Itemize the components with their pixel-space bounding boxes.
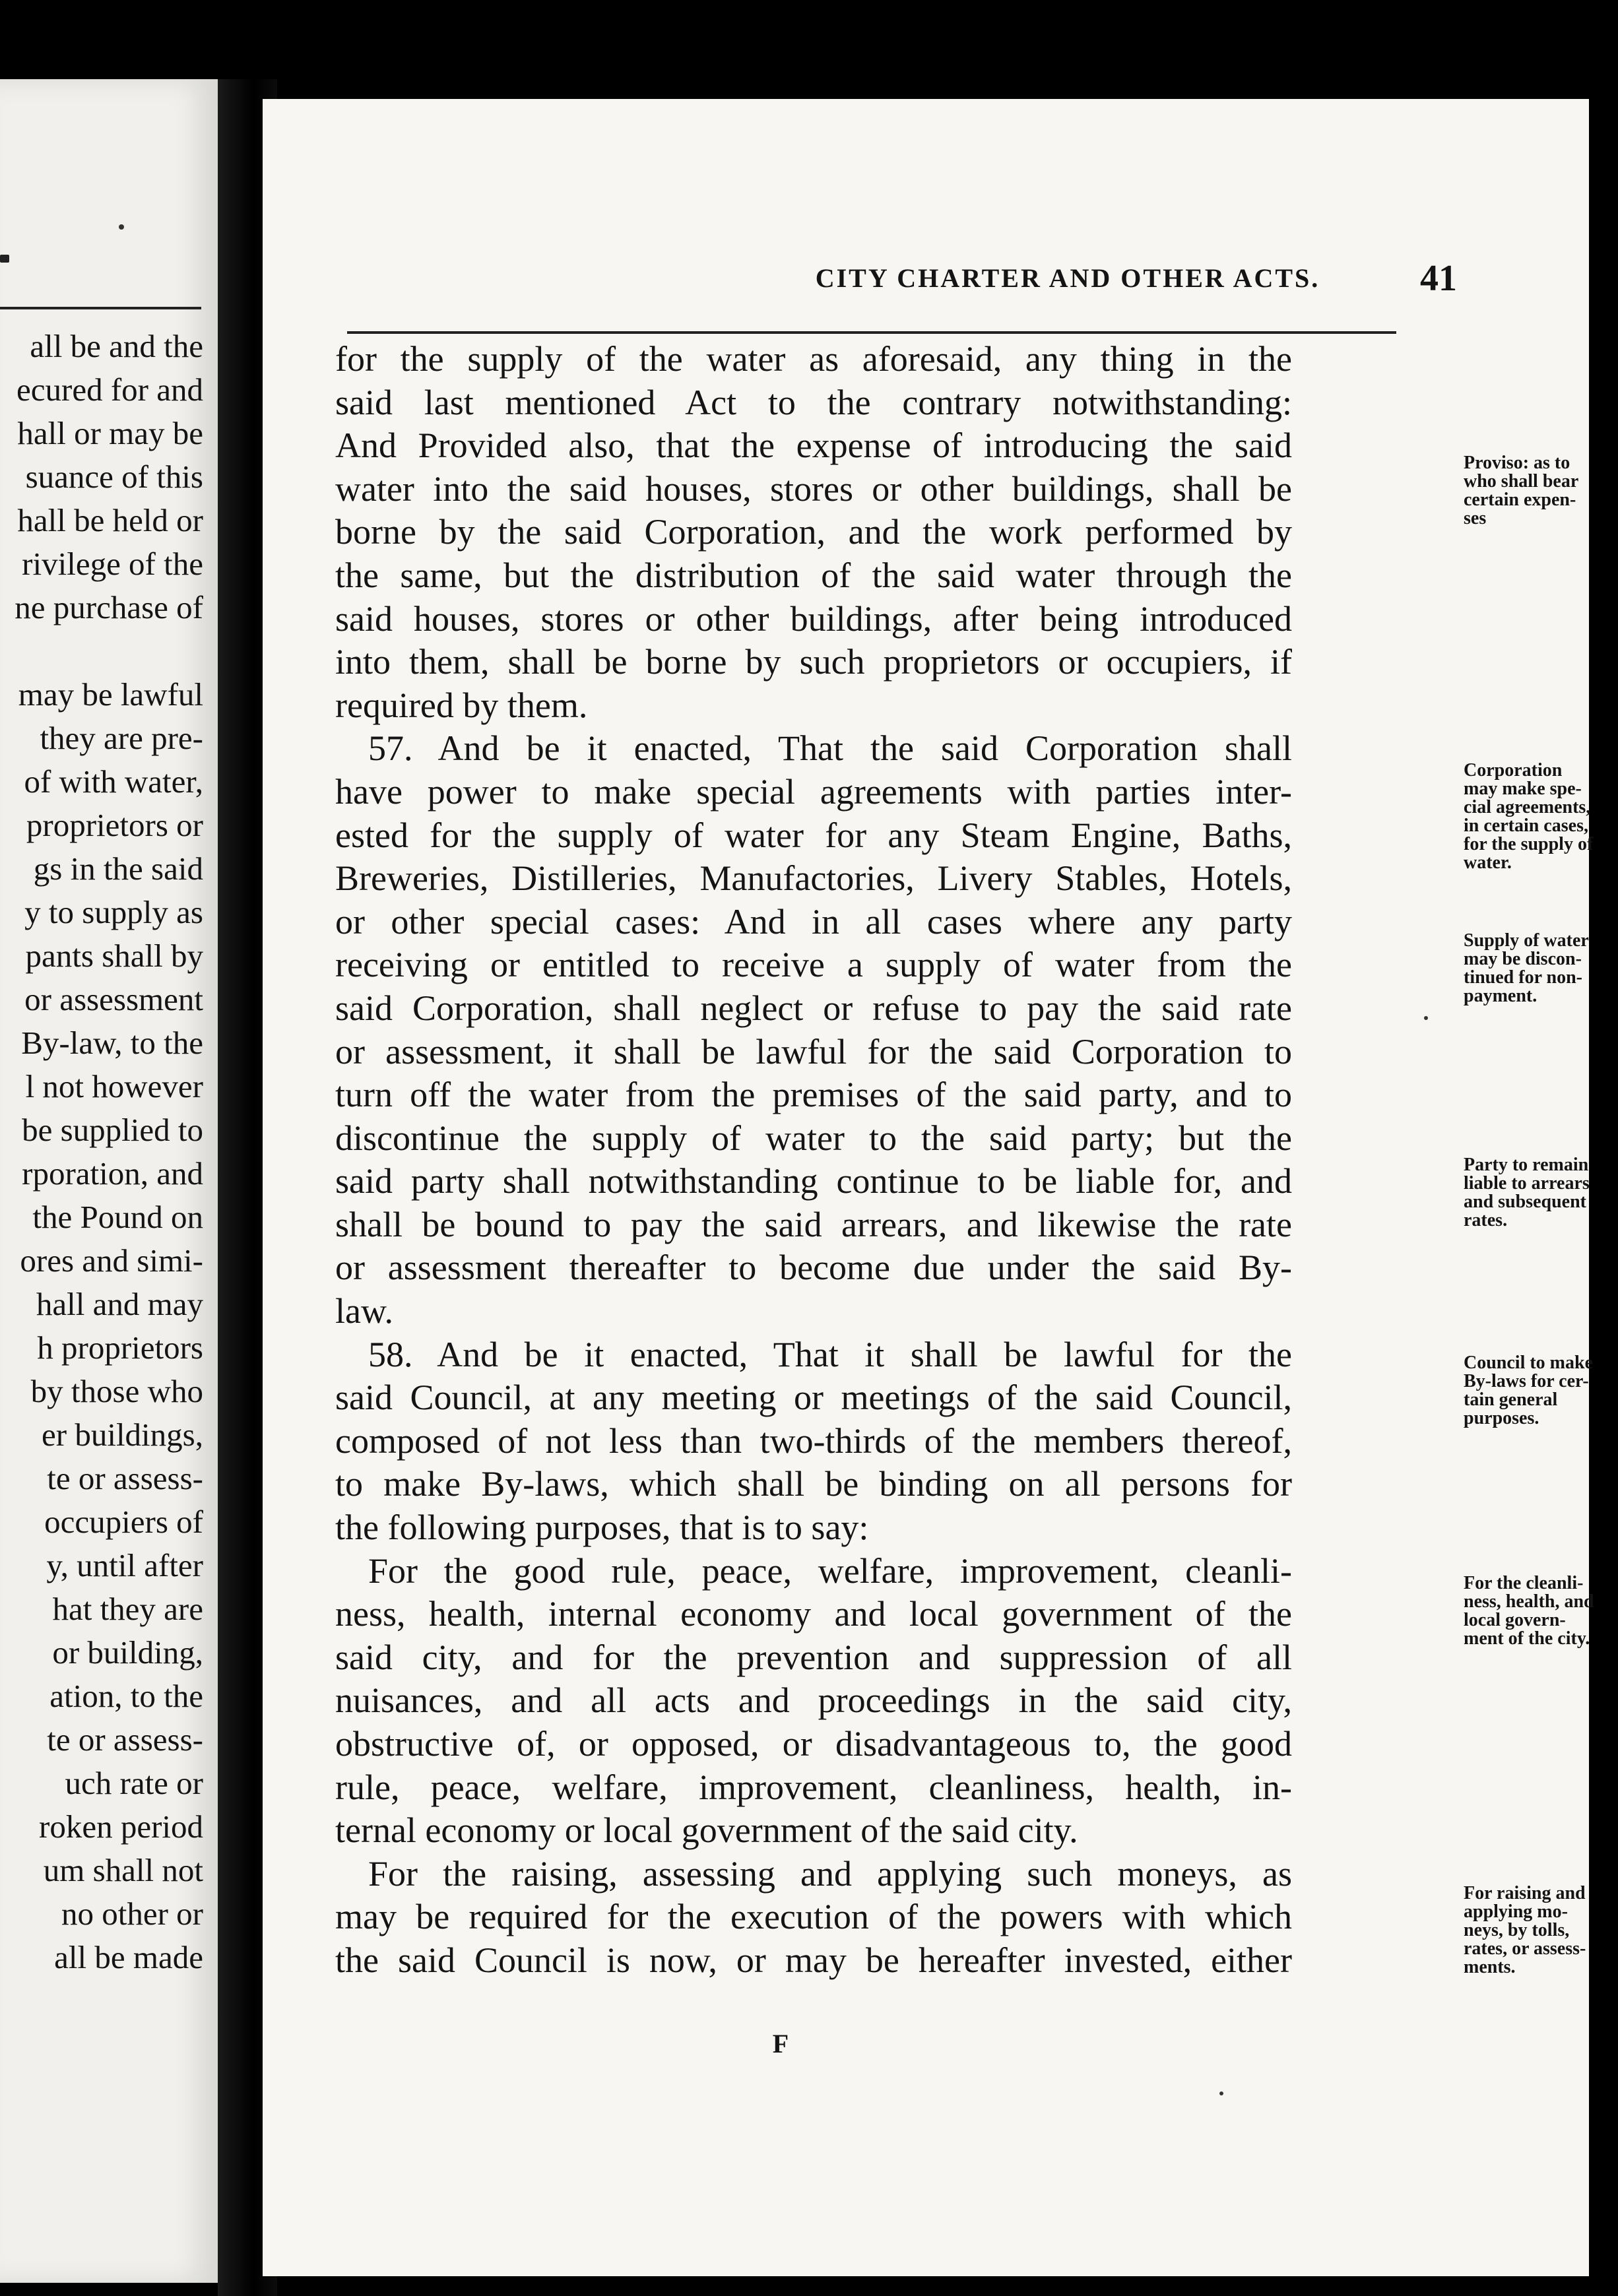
left-text-line: by those who	[30, 1373, 203, 1409]
left-text-line: er buildings,	[42, 1417, 203, 1453]
text-line: said Council, at any meeting or meetings of the said Council,	[335, 1378, 1292, 1418]
marginal-note	[1464, 932, 1618, 1005]
marginal-note	[1464, 1574, 1618, 1648]
text-line: said Corporation, shall neglect or refuse to pay the said rate	[335, 988, 1292, 1028]
left-page-mark	[0, 255, 9, 263]
text-line: required by them.	[335, 685, 588, 725]
text-line: borne by the said Corporation, and the work performed by	[335, 512, 1292, 552]
marginal-note-line: applying mo-	[1464, 1901, 1568, 1922]
marginal-note	[1464, 454, 1618, 528]
marginal-note-line: purposes.	[1464, 1408, 1539, 1428]
left-text-line: rporation, and	[22, 1155, 203, 1192]
marginal-note-line: rates, or assess-	[1464, 1938, 1586, 1959]
left-text-line: ores and simi-	[20, 1242, 203, 1279]
left-text-line: may be lawful	[18, 676, 203, 713]
text-line: nuisances, and all acts and proceedings in the said city,	[335, 1680, 1292, 1721]
text-line: ested for the supply of water for any Steam Engine, Baths,	[335, 815, 1292, 855]
marginal-note-line: Corporation	[1464, 760, 1563, 781]
left-text-line: or building,	[52, 1634, 203, 1671]
text-line: water into the said houses, stores or other buildings, shall be	[335, 468, 1292, 509]
text-line: rule, peace, welfare, improvement, cleanliness, health, in-	[335, 1767, 1292, 1807]
left-text-line: occupiers of	[44, 1504, 203, 1540]
text-line: ternal economy or local government of the said city.	[335, 1810, 1078, 1851]
left-text-line: all be made	[54, 1939, 203, 1975]
left-text-line: of with water,	[24, 763, 203, 800]
page-number: 41	[1420, 258, 1457, 299]
text-line: said houses, stores or other buildings, after being introduced	[335, 598, 1292, 639]
left-text-line: te or assess-	[47, 1460, 203, 1496]
left-page-fragment	[0, 79, 218, 2283]
marginal-note-line: certain expen-	[1464, 490, 1576, 510]
left-text-line: rivilege of the	[22, 546, 203, 582]
left-text-line: h proprietors	[37, 1329, 203, 1366]
left-text-line: they are pre-	[40, 720, 203, 756]
text-line: turn off the water from the premises of the said party, and to	[335, 1075, 1292, 1115]
marginal-note-line: Proviso: as to	[1464, 453, 1570, 473]
left-text-line: all be and the	[30, 328, 203, 364]
text-line: said city, and for the prevention and suppression of all	[335, 1637, 1292, 1677]
marginal-note	[1464, 1156, 1618, 1230]
text-line: the following purposes, that is to say:	[335, 1508, 869, 1548]
left-text-line	[0, 629, 203, 673]
text-line: the same, but the distribution of the said water through the	[335, 555, 1292, 595]
left-text-line: y, until after	[46, 1547, 203, 1583]
left-text-line: hat they are	[52, 1591, 203, 1627]
left-text-line: pants shall by	[25, 938, 203, 974]
text-line: receiving or entitled to receive a supply of water from the	[335, 945, 1292, 985]
text-line: may be required for the execution of the powers with which	[335, 1897, 1292, 1937]
text-line: Breweries, Distilleries, Manufactories, Livery Stables, Hotels,	[335, 858, 1292, 899]
left-text-line: hall and may	[36, 1286, 203, 1322]
marginal-note-line: may make spe-	[1464, 779, 1582, 799]
marginal-note-line: ness, health, and	[1464, 1591, 1594, 1612]
marginal-note-line: tain general	[1464, 1389, 1558, 1410]
marginal-note-line: For raising and	[1464, 1883, 1586, 1903]
text-line: 58. And be it enacted, That it shall be lawful for the	[368, 1334, 1292, 1374]
text-line: to make By-laws, which shall be binding on all persons for	[335, 1464, 1292, 1504]
text-line: obstructive of, or opposed, or disadvantageous to, the good	[335, 1724, 1292, 1764]
marginal-note-line: local govern-	[1464, 1610, 1566, 1630]
left-header-rule	[0, 307, 201, 309]
running-title: CITY CHARTER AND OTHER ACTS.	[815, 263, 1320, 293]
left-text-line: no other or	[61, 1896, 203, 1932]
text-line: composed of not less than two-thirds of the members thereof,	[335, 1420, 1292, 1461]
text-line: 57. And be it enacted, That the said Corporation shall	[368, 728, 1292, 769]
marginal-note-line: Council to make	[1464, 1353, 1593, 1373]
left-page-text	[0, 325, 203, 1979]
left-text-line: roken period	[39, 1808, 203, 1845]
text-line: for the supply of the water as aforesaid, any thing in the	[335, 339, 1292, 379]
text-line: shall be bound to pay the said arrears, and likewise the rate	[335, 1204, 1292, 1244]
marginal-note-line: By-laws for cer-	[1464, 1371, 1589, 1391]
left-text-line: ecured for and	[16, 371, 203, 408]
ink-speck	[119, 224, 124, 230]
text-line: into them, shall be borne by such proprietors or occupiers, if	[335, 642, 1292, 682]
page	[263, 99, 1594, 2276]
marginal-note-line: Party to remain	[1464, 1155, 1589, 1175]
text-line: or assessment thereafter to become due under the said By-	[335, 1248, 1292, 1288]
text-line: discontinue the supply of water to the said party; but the	[335, 1118, 1292, 1158]
left-text-line: hall or may be	[17, 415, 203, 451]
marginal-note-line: liable to arrears	[1464, 1173, 1590, 1194]
text-line: And Provided also, that the expense of introducing the said	[335, 426, 1292, 466]
marginal-note-line: for the supply of	[1464, 834, 1594, 854]
margin-speck	[1219, 2091, 1223, 2095]
marginal-note	[1464, 1354, 1618, 1428]
left-text-line: proprietors or	[26, 807, 203, 843]
left-text-line: um shall not	[43, 1852, 203, 1888]
marginal-note-line: and subsequent	[1464, 1192, 1586, 1212]
marginal-note-line: may be discon-	[1464, 949, 1582, 969]
text-line: For the good rule, peace, welfare, improvement, cleanli-	[368, 1550, 1292, 1591]
text-line: For the raising, assessing and applying such moneys, as	[368, 1853, 1292, 1894]
left-text-line: l not however	[25, 1068, 203, 1104]
marginal-note-line: ment of the city.	[1464, 1628, 1590, 1649]
left-text-line: y to supply as	[24, 894, 203, 930]
text-line: said party shall notwithstanding continue to be liable for, and	[335, 1161, 1292, 1201]
body-text	[335, 338, 1292, 1983]
left-text-line: hall be held or	[17, 502, 203, 538]
left-text-line: ne purchase of	[15, 589, 203, 625]
marginal-note-line: ments.	[1464, 1957, 1516, 1977]
text-line: said last mentioned Act to the contrary notwithstanding:	[335, 382, 1292, 422]
left-text-line: By-law, to the	[21, 1025, 203, 1061]
left-text-line: te or assess-	[47, 1721, 203, 1758]
marginal-note-line: cial agreements,	[1464, 797, 1591, 817]
marginal-note-line: tinued for non-	[1464, 967, 1582, 988]
marginal-note-line: in certain cases,	[1464, 815, 1588, 836]
marginal-note-line: Supply of water	[1464, 930, 1589, 951]
marginal-note-line: rates.	[1464, 1210, 1508, 1230]
marginal-note-line: ses	[1464, 508, 1487, 528]
text-line: or other special cases: And in all cases where any party	[335, 901, 1292, 941]
marginal-note-line: water.	[1464, 852, 1512, 873]
left-text-line: be supplied to	[22, 1112, 203, 1148]
marginal-note-line: payment.	[1464, 986, 1537, 1006]
left-text-line: gs in the said	[33, 850, 203, 887]
text-line: the said Council is now, or may be hereafter invested, either	[335, 1940, 1292, 1980]
left-text-line: uch rate or	[65, 1765, 203, 1801]
margin-speck	[1424, 1016, 1428, 1020]
text-line: or assessment, it shall be lawful for the said Corporation to	[335, 1031, 1292, 1071]
marginal-note	[1464, 761, 1618, 872]
header-rule	[347, 331, 1396, 334]
marginal-note-line: For the cleanli-	[1464, 1573, 1584, 1593]
left-text-line: ation, to the	[49, 1678, 203, 1714]
marginal-note-line: neys, by tolls,	[1464, 1920, 1570, 1940]
left-text-line: or assessment	[24, 981, 203, 1017]
text-line: law.	[335, 1291, 393, 1331]
text-line: have power to make special agreements with parties inter-	[335, 771, 1292, 812]
marginal-note	[1464, 1884, 1618, 1977]
left-text-line: suance of this	[25, 459, 203, 495]
left-text-line: the Pound on	[32, 1199, 203, 1235]
text-line: ness, health, internal economy and local government of the	[335, 1594, 1292, 1634]
marginal-note-line: who shall bear	[1464, 471, 1579, 492]
signature-mark: F	[772, 2029, 789, 2058]
